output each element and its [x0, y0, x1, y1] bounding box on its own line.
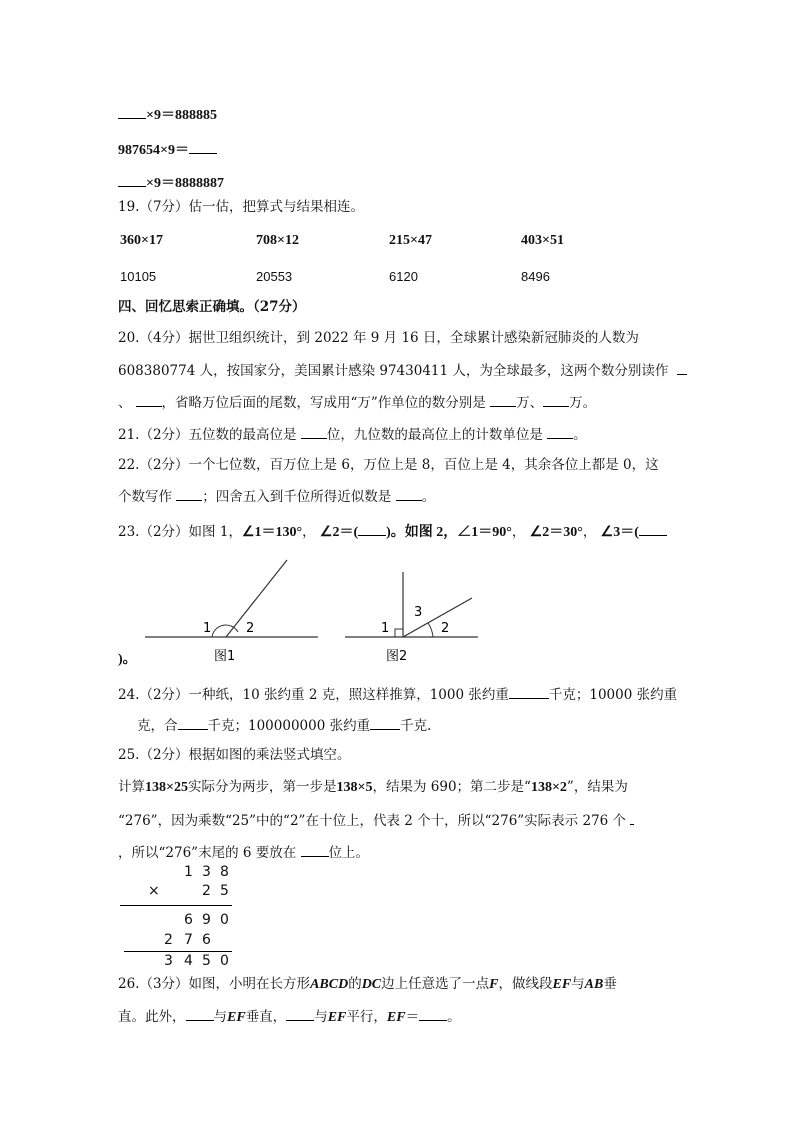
q25-line-3: ，所以“276”末尾的 6 要放在 位上。 [118, 842, 369, 862]
fig2-caption: 图2 [386, 649, 408, 664]
q19-stem: 19.（7分）估一估，把算式与结果相连。 [118, 199, 365, 215]
q22-line-2: 个数写作 ；四舍五入到千位所得近似数是 。 [118, 486, 435, 506]
vertical-rule-2 [124, 951, 232, 952]
q26-line-2: 直。此外， 与EF垂直， 与EF平行，EF＝ 。 [118, 1006, 461, 1027]
q23-end: )。 [118, 652, 137, 667]
fig1-angle-label-2: 2 [246, 621, 255, 636]
answer-blank[interactable] [118, 104, 146, 119]
figure-2 [345, 572, 478, 664]
answer-blank[interactable] [630, 810, 634, 825]
fig1-caption: 图1 [214, 649, 236, 664]
answer-blank[interactable] [639, 521, 667, 536]
q25-line-2: “276”，因为乘数“25”中的“2”在十位上，代表 2 个十，所以“276”实际表示 276 个 [118, 810, 634, 830]
q19-result-4: 8496 [521, 269, 550, 284]
q26-line-1: 26.（3分）如图，小明在长方形ABCD的DC边上任意选了一点F，做线段EF与AB垂 [118, 976, 617, 992]
figure-1 [145, 560, 318, 664]
answer-blank[interactable] [370, 715, 400, 730]
fig2-angle-label-1: 1 [381, 621, 390, 636]
fig2-angle-label-3: 3 [414, 605, 423, 620]
q19-result-2: 20553 [256, 269, 293, 284]
answer-blank[interactable] [301, 424, 327, 439]
answer-blank[interactable] [677, 360, 687, 375]
answer-blank[interactable] [136, 392, 162, 407]
fig1-angle-label-1: 1 [203, 621, 212, 636]
q19-result-3: 6120 [389, 269, 418, 284]
answer-blank[interactable] [490, 392, 516, 407]
fig2-angle-label-2: 2 [441, 621, 450, 636]
answer-blank[interactable] [301, 842, 329, 857]
q25-stem: 25.（2分）根据如图的乘法竖式填空。 [118, 747, 351, 763]
q22-line-1: 22.（2分）一个七位数，百万位上是 6，万位上是 8，百位上是 4，其余各位上都是 0，这 [118, 457, 659, 473]
answer-blank[interactable] [189, 139, 217, 154]
q19-result-1: 10105 [120, 269, 157, 284]
q20-line-3: 、 ，省略万位后面的尾数，写成用“万”作单位的数分别是 万、 万。 [118, 392, 596, 412]
q25-line-1: 计算138×25实际分为两步，第一步是138×5，结果为 690；第二步是“138×2”，结果为 [118, 779, 628, 795]
q19-expr-2: 708×12 [256, 233, 299, 248]
answer-blank[interactable] [176, 486, 202, 501]
answer-blank[interactable] [178, 715, 208, 730]
answer-blank[interactable] [186, 1006, 214, 1021]
q24-line-2: 克，合 千克；100000000 张约重 千克. [137, 715, 431, 735]
answer-blank[interactable] [118, 172, 146, 187]
q19-expr-1: 360×17 [120, 233, 163, 248]
answer-blank[interactable] [396, 486, 422, 501]
answer-blank[interactable] [358, 521, 386, 536]
answer-blank[interactable] [419, 1006, 447, 1021]
q23-stem: 23.（2分）如图 1，∠1＝130°， ∠2＝( )。如图 2，∠1＝90°， ∠2＝30°， ∠3＝( [118, 521, 667, 542]
q19-expr-3: 215×47 [389, 233, 432, 248]
q20-line-2: 608380774 人，按国家分，美国累计感染 97430411 人，为全球最多，这两个数分别读作 [118, 360, 687, 380]
q18-line-2: 987654×9＝ [118, 139, 217, 160]
q18-line-1: ×9＝888885 [118, 104, 217, 125]
q24-line-1: 24.（2分）一种纸，10 张约重 2 克，照这样推算，1000 张约重 千克；10000 张约重 [118, 684, 677, 704]
answer-blank[interactable] [543, 392, 569, 407]
answer-blank[interactable] [286, 1006, 314, 1021]
answer-blank[interactable] [547, 424, 573, 439]
answer-blank[interactable] [509, 684, 549, 699]
q20-line-1: 20.（4分）据世卫组织统计，到 2022 年 9 月 16 日，全球累计感染新冠肺炎的人数为 [118, 330, 639, 346]
section-title: 四、回忆思索正确填。（27分） [118, 299, 306, 315]
q18-line-3: ×9＝8888887 [118, 172, 224, 193]
q21: 21.（2分）五位数的最高位是 位，九位数的最高位上的计数单位是 。 [118, 424, 587, 444]
vertical-rule-1 [120, 905, 232, 906]
q19-expr-4: 403×51 [521, 233, 564, 248]
